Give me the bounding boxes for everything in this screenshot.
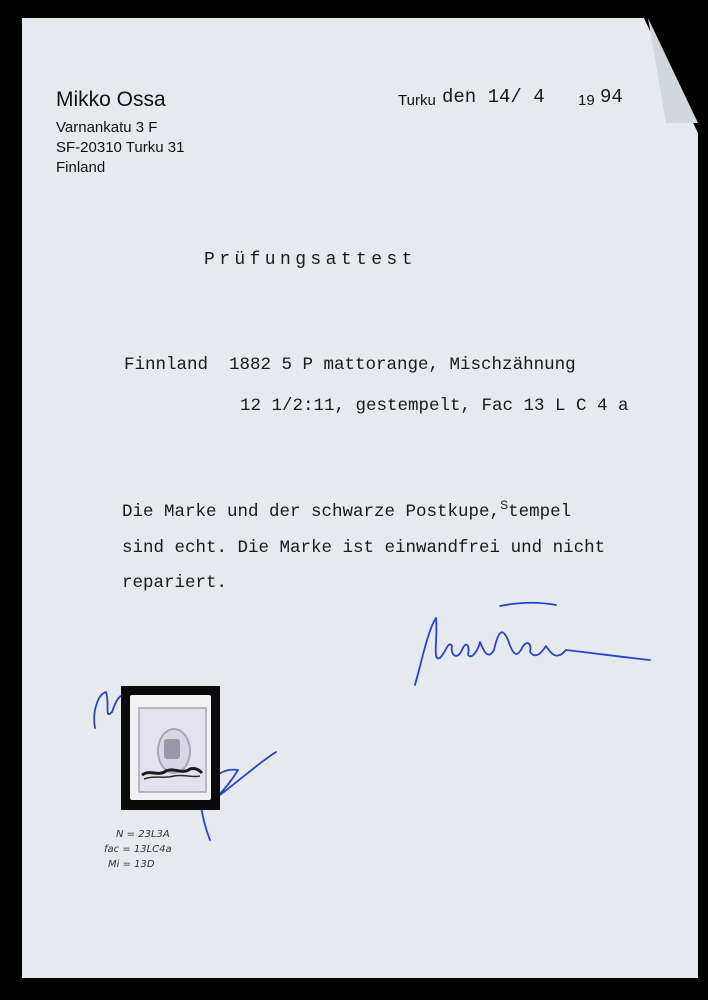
stamp-description-line1: Finnland 1882 5 P mattorange, Mischzähnung bbox=[124, 355, 576, 375]
cancellation-mark bbox=[140, 763, 204, 781]
note-fac: fac = 13LC4a bbox=[104, 844, 172, 855]
statement-line2: sind echt. Die Marke ist einwandfrei und nicht bbox=[122, 538, 606, 558]
date-year-prefix: 19 bbox=[578, 92, 595, 109]
date-year-suffix: 94 bbox=[600, 86, 623, 108]
stamp-description-line2: 12 1/2:11, gestempelt, Fac 13 L C 4 a bbox=[240, 396, 629, 416]
sender-postal: SF-20310 Turku 31 bbox=[56, 139, 185, 156]
signature-scribble bbox=[415, 618, 650, 685]
stamp-mount bbox=[121, 686, 220, 810]
sender-country: Finland bbox=[56, 159, 106, 176]
document-title: Prüfungsattest bbox=[204, 250, 417, 270]
signature-overline bbox=[500, 603, 556, 606]
note-mi: Mi = 13D bbox=[108, 859, 155, 870]
postage-stamp bbox=[130, 695, 211, 800]
date-place: Turku bbox=[398, 92, 436, 109]
date-day-month: den 14/ 4 bbox=[442, 86, 545, 108]
statement-line3: repariert. bbox=[122, 573, 228, 593]
statement-line1-part-a: Die Marke und der schwarze Postkupe, bbox=[122, 502, 501, 522]
sender-name: Mikko Ossa bbox=[56, 88, 166, 111]
statement-superscript: S bbox=[500, 498, 509, 512]
note-n: N = 23L3A bbox=[116, 829, 170, 840]
statement-line1-part-b: tempel bbox=[508, 502, 572, 522]
coat-of-arms-icon bbox=[164, 739, 180, 759]
sender-street: Varnankatu 3 F bbox=[56, 119, 158, 136]
